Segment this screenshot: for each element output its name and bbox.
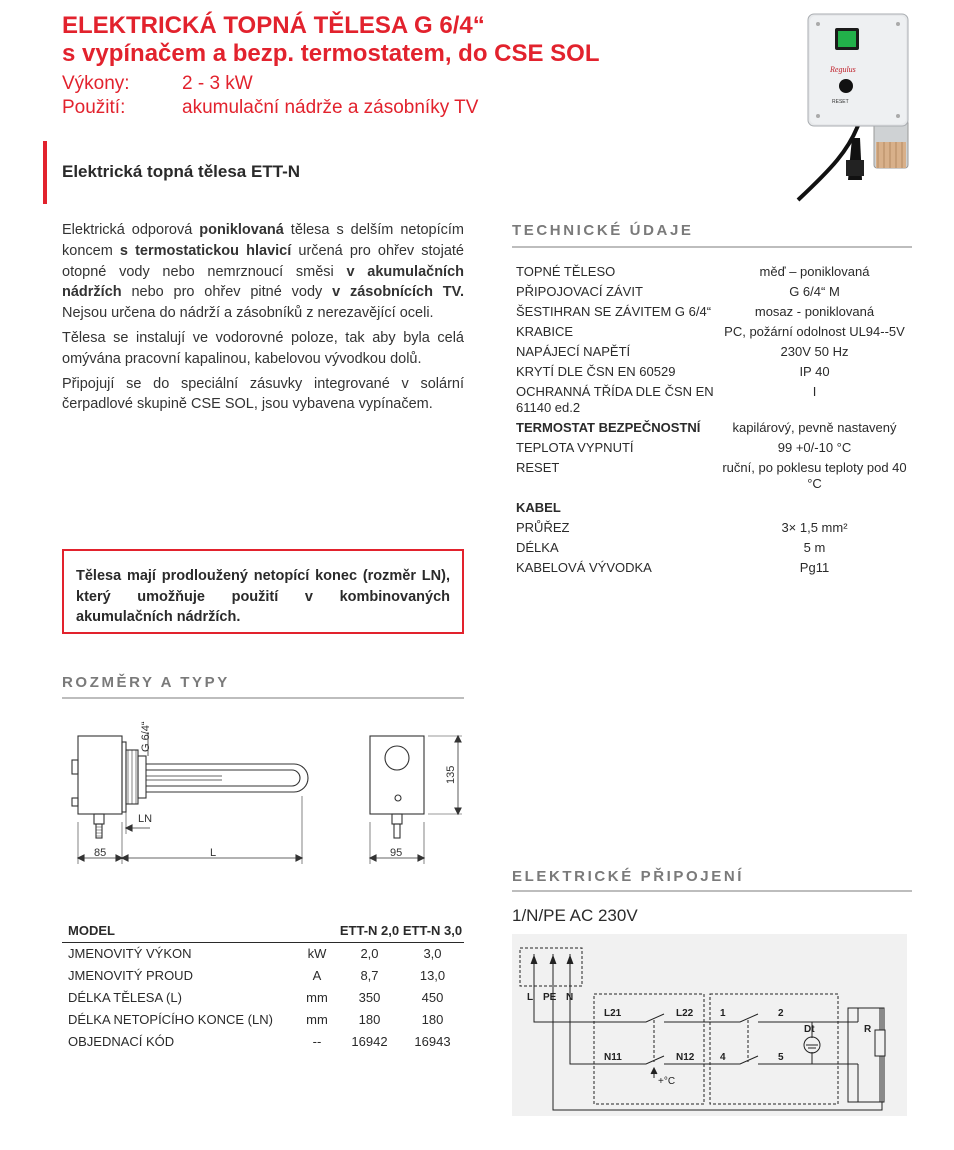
tech-value: PC, požární odolnost UL94--5V <box>724 324 905 339</box>
spec-label: Výkony: <box>62 73 130 94</box>
terminal-L: L <box>527 992 534 1003</box>
terminal-PE: PE <box>543 992 557 1003</box>
supply-label: 1/N/PE AC 230V <box>512 906 638 925</box>
tech-row <box>512 282 912 302</box>
spec-row-power <box>62 72 253 96</box>
product-photo <box>790 10 930 202</box>
label-4: 4 <box>720 1052 726 1063</box>
model-table <box>62 920 464 1053</box>
intro-text-run: Nejsou určena do nádrží a zásobníků z nerezavějící oceli. <box>62 305 434 322</box>
table-cell: 180 <box>358 1012 381 1027</box>
label-1: 1 <box>720 1008 726 1019</box>
intro-bold-text: s termostatickou hlavicí <box>119 242 292 259</box>
table-cell: 180 <box>421 1012 444 1027</box>
tech-key: KRABICE <box>516 324 574 339</box>
tech-key: KRYTÍ DLE ČSN EN 60529 <box>516 364 676 379</box>
table-cell: -- <box>312 1034 322 1049</box>
tech-row <box>512 322 912 342</box>
table-cell: 450 <box>421 990 444 1005</box>
spec-value: akumulační nádrže a zásobníky TV <box>182 97 479 118</box>
intro-bold-text: poniklovaná <box>199 222 284 238</box>
tech-key: KABEL <box>516 500 561 515</box>
table-cell: A <box>312 968 322 983</box>
tech-key: KABELOVÁ VÝVODKA <box>516 560 652 575</box>
tech-row <box>512 438 912 458</box>
tech-key: TOPNÉ TĚLESO <box>516 264 616 279</box>
width-95-label: 95 <box>390 847 403 859</box>
height-135-label: 135 <box>445 765 457 784</box>
intro-text-run: určená pro ohřev stojaté otopné vody nebo nemrznoucí směsi <box>62 242 464 280</box>
tech-row <box>512 302 912 322</box>
header-unit <box>296 920 338 943</box>
intro-text-run: Elektrická odporová <box>62 222 200 238</box>
tech-row <box>512 498 912 518</box>
tech-section-title: TECHNICKÉ ÚDAJE <box>512 222 694 239</box>
table-cell: 16942 <box>351 1034 388 1049</box>
table-cell: 8,7 <box>360 968 379 983</box>
tech-row <box>512 518 912 538</box>
highlight-note: Tělesa mají prodloužený netopící konec (rozměr LN), který umožňuje použití v kombinovaných akumulačních nádržích. <box>62 549 464 634</box>
tech-row <box>512 538 912 558</box>
tech-value: 99 +0/-10 °C <box>777 440 852 455</box>
table-cell: OBJEDNACÍ KÓD <box>68 1034 175 1049</box>
electric-section-title: ELEKTRICKÉ PŘIPOJENÍ <box>512 868 745 885</box>
tech-key: ŠESTIHRAN SE ZÁVITEM G 6/4“ <box>516 304 712 319</box>
wiring-diagram <box>512 934 907 1116</box>
brand-label: Regulus <box>830 65 856 74</box>
header-ett-3: ETT-N 3,0 <box>402 923 463 938</box>
label-L22: L22 <box>676 1008 694 1019</box>
tech-key: OCHRANNÁ TŘÍDA DLE ČSN EN 61140 ed.2 <box>516 384 714 415</box>
tech-key: RESET <box>516 460 560 475</box>
tech-value: 5 m <box>803 540 826 555</box>
intro-bold-text: v akumulačních nádržích <box>62 263 465 301</box>
tech-row <box>512 382 912 418</box>
page-subtitle: s vypínačem a bezp. termostatem, do CSE SOL <box>62 40 600 67</box>
product-heading: Elektrická topná tělesa ETT-N <box>62 162 301 181</box>
reset-label: RESET <box>832 99 849 105</box>
terminal-N: N <box>566 992 574 1003</box>
table-row <box>62 1031 464 1053</box>
table-cell: mm <box>306 990 328 1005</box>
dims-divider <box>62 697 464 699</box>
table-cell: 13,0 <box>419 968 446 983</box>
ln-dim-label: LN <box>138 813 153 825</box>
tech-key: TEPLOTA VYPNUTÍ <box>516 440 634 455</box>
label-N12: N12 <box>676 1052 695 1063</box>
tech-divider <box>512 246 912 248</box>
label-5: 5 <box>778 1052 784 1063</box>
tech-value: G 6/4“ M <box>789 284 840 299</box>
label-thermostat: +°C <box>658 1076 676 1087</box>
tech-key: PRŮŘEZ <box>516 520 570 535</box>
table-cell: DÉLKA NETOPÍCÍHO KONCE (LN) <box>68 1012 273 1027</box>
table-row <box>62 943 464 966</box>
spec-row-usage <box>62 96 478 120</box>
table-row <box>62 965 464 987</box>
intro-paragraph-3: Připojují se do speciální zásuvky integrované v solární čerpadlové skupině CSE SOL, jsou vybavena vypínačem. <box>62 375 464 413</box>
intro-text <box>62 220 464 419</box>
model-table-header <box>62 920 464 943</box>
tech-key: DÉLKA <box>516 540 559 555</box>
tech-value: měď – poniklovaná <box>759 264 870 279</box>
table-row <box>62 987 464 1009</box>
table-cell: 16943 <box>414 1034 451 1049</box>
tech-key: NAPÁJECÍ NAPĚTÍ <box>516 344 631 359</box>
label-R: R <box>864 1024 872 1035</box>
accent-bar <box>43 141 47 204</box>
table-cell: mm <box>306 1012 328 1027</box>
dimension-drawing <box>62 712 472 870</box>
l-dim-label: L <box>210 847 217 859</box>
header-model: MODEL <box>68 923 115 938</box>
tech-value: I <box>812 384 817 399</box>
intro-bold-text: v zásobnících TV. <box>332 284 464 301</box>
electric-divider <box>512 890 912 892</box>
table-row <box>62 1009 464 1031</box>
page-title: ELEKTRICKÁ TOPNÁ TĚLESA G 6/4“ <box>62 12 485 39</box>
thread-dim-label: G 6/4“ <box>140 721 152 752</box>
tech-value: IP 40 <box>799 364 830 379</box>
tech-row <box>512 558 912 578</box>
tech-key: TERMOSTAT BEZPEČNOSTNÍ <box>516 420 701 435</box>
table-cell: 350 <box>358 990 381 1005</box>
tech-value: ruční, po poklesu teploty pod 40 °C <box>722 460 907 491</box>
spec-label: Použití: <box>62 97 126 118</box>
header-ett-2: ETT-N 2,0 <box>339 923 400 938</box>
tech-value: 3× 1,5 mm² <box>781 520 848 535</box>
table-cell: DÉLKA TĚLESA (L) <box>68 990 182 1005</box>
intro-paragraph-2: Tělesa se instalují ve vodorovné poloze, tak aby byla celá omývána pracovní kapalinou, kabelovou vývodkou dolů. <box>62 329 464 367</box>
tech-table <box>512 262 912 578</box>
intro-text-run: nebo pro ohřev pitné vody <box>121 284 333 301</box>
dims-section-title: ROZMĚRY A TYPY <box>62 674 230 691</box>
tech-value: kapilárový, pevně nastavený <box>732 420 897 435</box>
tech-row <box>512 342 912 362</box>
tech-row <box>512 262 912 282</box>
table-cell: 2,0 <box>360 946 379 961</box>
table-cell: 3,0 <box>423 946 442 961</box>
width-85-label: 85 <box>94 847 107 859</box>
tech-key: PŘIPOJOVACÍ ZÁVIT <box>516 284 643 299</box>
table-cell: kW <box>307 946 327 961</box>
tech-value: mosaz - poniklovaná <box>754 304 875 319</box>
label-L21: L21 <box>604 1008 622 1019</box>
table-cell: JMENOVITÝ PROUD <box>68 968 193 983</box>
label-N11: N11 <box>604 1052 622 1063</box>
tech-row <box>512 362 912 382</box>
tech-value: Pg11 <box>799 560 830 575</box>
intro-paragraph-1 <box>62 220 464 324</box>
intro-text-run: tělesa s delším netopícím koncem <box>62 222 464 259</box>
table-cell: JMENOVITÝ VÝKON <box>68 946 192 961</box>
tech-row <box>512 458 912 494</box>
label-Dt: Dt <box>804 1024 815 1035</box>
label-2: 2 <box>778 1008 784 1019</box>
spec-value: 2 - 3 kW <box>182 73 253 94</box>
tech-value: 230V 50 Hz <box>780 344 849 359</box>
tech-row <box>512 418 912 438</box>
